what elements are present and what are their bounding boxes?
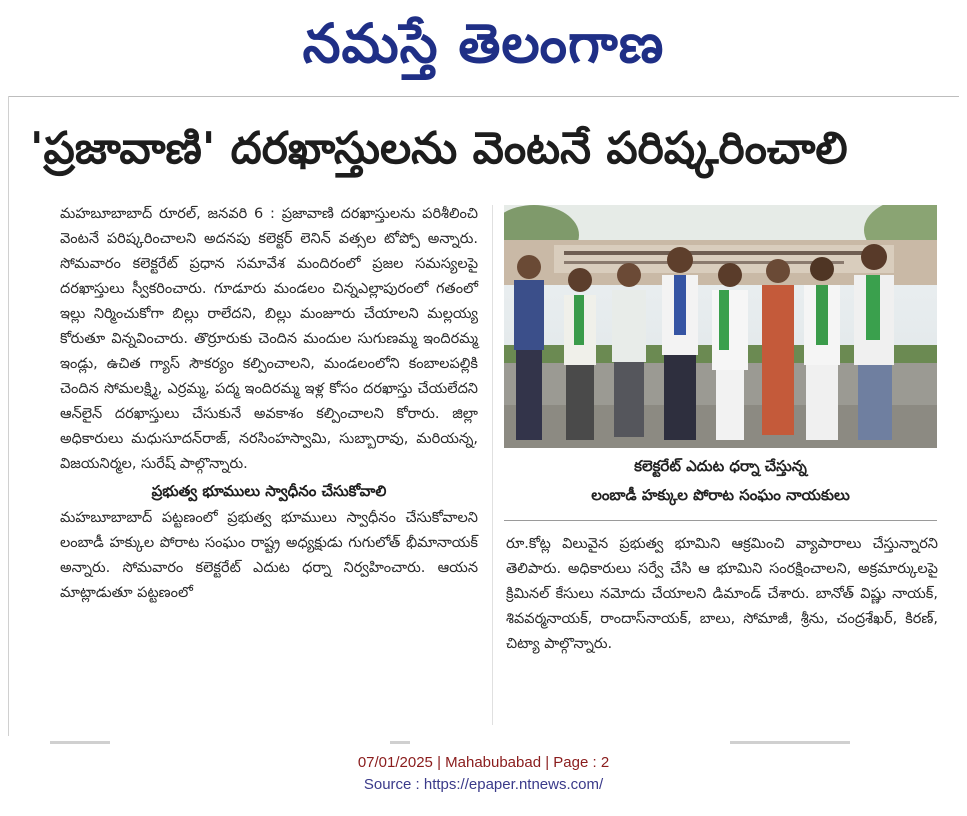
left-edge-rule (8, 96, 9, 736)
article-paragraph-1: మహబూబాబాద్ రూరల్, జనవరి 6 : ప్రజావాణి దరఖాస్తులను పరిశీలించి వెంటనే పరిష్కరించాలని అదనపు కలెక్టర్ లెనిన్ వత్సల టోప్పో అన్నారు. సోమవారం కలెక్టరేట్ ప్రధాన సమావేశ మందిరంలో ప్రజల సమస్యలపై దరఖాస్తులు స్వీకరించారు. గూడూరు మండలం చిన్నఎల్లాపురంలో గతంలో ఇల్లు నిర్మించుకోగా బిల్లు రాలేదని, బిల్లు మంజూరు చేయాలని మల్లయ్య కోరుతూ విన్నవించారు. తొర్రూరుకు చెందిన మందుల సుగుణమ్మ ఇందిరమ్మ ఇండ్లు, ఉచిత గ్యాస్ సౌకర్యం కల్పించాలని, మండలంలోని కంబాలపల్లికి చెందిన సోమలక్ష్మి, ఎర్రమ్మ, పద్మ ఇందిరమ్మ ఇళ్ల కోసం దరఖాస్తు చేయలేదని ఆన్‌లైన్ దరఖాస్తులు చేసుకునే అవకాశం కల్పించాలని కోరారు. జిల్లా అధికారులు మధుసూదన్‌రాజ్, నరసింహస్వామి, సుబ్బారావు, మరియన్న, విజయనిర్మల, సురేష్ పాల్గొన్నారు. (60, 206, 478, 472)
article-paragraph-3: రూ.కోట్ల విలువైన ప్రభుత్వ భూమిని ఆక్రమించి వ్యాపారాలు చేస్తున్నారని తెలిపారు. అధికారులు సర్వే చేసి ఆ భూమిని సంరక్షించాలని, అక్రమార్కులపై క్రిమినల్ కేసులు నమోదు చేయాలని డిమాండ్ చేశారు. బానోత్ విష్ణు నాయక్, శివవర్మనాయక్, రాందాస్‌నాయక్, బాలు, సోమాజీ, శ్రీను, చంద్రశేఖర్, కిరణ్, చిట్యా పాల్గొన్నారు. (506, 536, 938, 652)
photo-caption-line-1: కలెక్టరేట్ ఎదుట ధర్నా చేస్తున్న (634, 457, 807, 475)
masthead-logo: నమస్తే తెలంగాణ (302, 12, 665, 75)
news-photo (504, 205, 937, 448)
caption-rule (504, 520, 937, 521)
footer-source: Source : https://epaper.ntnews.com/ (363, 776, 604, 793)
headline: 'ప్రజావాణి' దరఖాస్తులను వెంటనే పరిష్కరించాలి (30, 123, 848, 174)
photo-caption (504, 452, 937, 516)
column-divider (492, 205, 493, 725)
article-paragraph-2: మహబూబాబాద్ పట్టణంలో ప్రభుత్వ భూములు స్వాధీనం చేసుకోవాలని లంబాడీ హక్కుల పోరాట సంఘం రాష్ట్ర అధ్యక్షుడు గుగులోత్ భీమానాయక్ అన్నారు. సోమవారం కలెక్టరేట్ ఎదుట ధర్నా నిర్వహించారు. ఆయన మాట్లాడుతూ పట్టణంలో (60, 510, 478, 601)
article-left-column (60, 202, 478, 606)
article-right-column (506, 532, 938, 657)
article-subhead: ప్రభుత్వ భూములు స్వాధీనం చేసుకోవాలి (151, 482, 387, 500)
footer-date-page: 07/01/2025 | Mahabubabad | Page : 2 (357, 754, 610, 771)
top-rule (8, 96, 959, 97)
photo-caption-line-2: లంబాడీ హక్కుల పోరాట సంఘం నాయకులు (591, 486, 850, 504)
clipping-edge (10, 734, 960, 744)
